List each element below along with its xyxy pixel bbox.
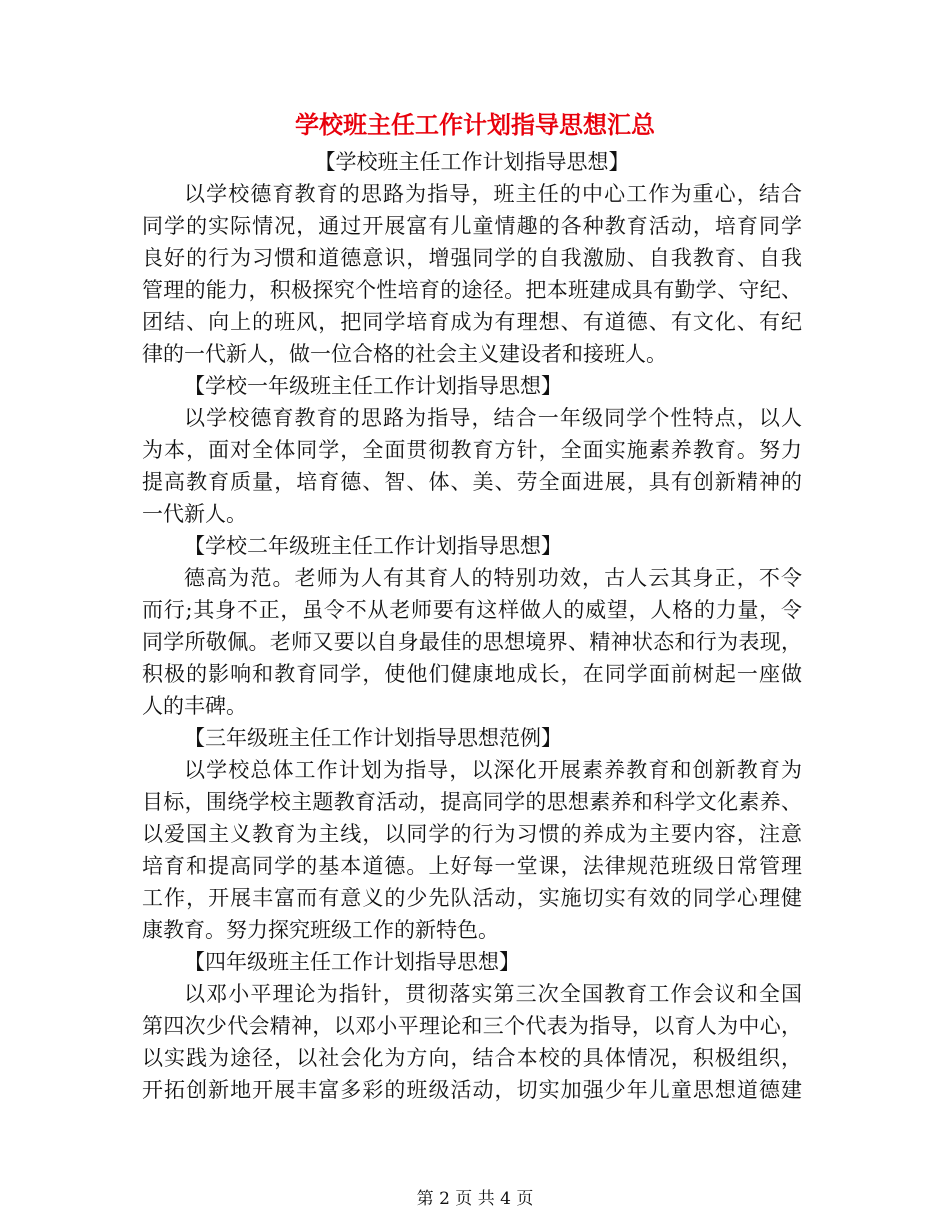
paragraph-line: 管理的能力，积极探究个性培育的途径。把本班建成具有勤学、守纪、 — [142, 278, 802, 302]
paragraph-line: 同学所敬佩。老师又要以自身最佳的思想境界、精神状态和行为表现， — [142, 630, 802, 654]
paragraph-line: 积极的影响和教育同学，使他们健康地成长，在同学面前树起一座做 — [142, 662, 802, 686]
paragraph-line: 一代新人。 — [142, 502, 247, 526]
paragraph-line: 人的丰碑。 — [142, 694, 247, 718]
paragraph-line: 康教育。努力探究班级工作的新特色。 — [142, 918, 499, 942]
paragraph-line: 第四次少代会精神，以邓小平理论和三个代表为指导，以育人为中心， — [142, 1014, 802, 1038]
paragraph-line: 以学校德育教育的思路为指导，结合一年级同学个性特点，以人 — [184, 406, 802, 430]
paragraph-line: 以邓小平理论为指针，贯彻落实第三次全国教育工作会议和全国 — [184, 982, 802, 1006]
page-number-footer: 第 2 页 共 4 页 — [416, 1189, 534, 1209]
paragraph-line: 以学校总体工作计划为指导，以深化开展素养教育和创新教育为 — [184, 758, 802, 782]
section-heading: 【学校二年级班主任工作计划指导思想】 — [184, 534, 562, 558]
paragraph-line: 以爱国主义教育为主线，以同学的行为习惯的养成为主要内容，注意 — [142, 822, 802, 846]
paragraph-line: 开拓创新地开展丰富多彩的班级活动，切实加强少年儿童思想道德建 — [142, 1078, 802, 1102]
section-heading: 【四年级班主任工作计划指导思想】 — [184, 950, 520, 974]
paragraph-line: 培育和提高同学的基本道德。上好每一堂课，法律规范班级日常管理 — [142, 854, 802, 878]
paragraph-line: 德高为范。老师为人有其育人的特别功效，古人云其身正，不令 — [184, 566, 802, 590]
section-heading: 【学校一年级班主任工作计划指导思想】 — [184, 374, 562, 398]
paragraph-line: 工作，开展丰富而有意义的少先队活动，实施切实有效的同学心理健 — [142, 886, 802, 910]
paragraph-line: 为本，面对全体同学，全面贯彻教育方针，全面实施素养教育。努力 — [142, 438, 802, 462]
paragraph-line: 同学的实际情况，通过开展富有儿童情趣的各种教育活动，培育同学 — [142, 214, 802, 238]
paragraph-line: 良好的行为习惯和道德意识，增强同学的自我激励、自我教育、自我 — [142, 246, 802, 270]
paragraph-line: 律的一代新人，做一位合格的社会主义建设者和接班人。 — [142, 342, 667, 366]
document-title: 学校班主任工作计划指导思想汇总 — [295, 111, 655, 139]
paragraph-line: 目标，围绕学校主题教育活动，提高同学的思想素养和科学文化素养、 — [142, 790, 802, 814]
paragraph-line: 而行;其身不正，虽令不从老师要有这样做人的威望，人格的力量，令 — [142, 598, 802, 622]
section-heading: 【三年级班主任工作计划指导思想范例】 — [184, 726, 562, 750]
paragraph-line: 提高教育质量，培育德、智、体、美、劳全面进展，具有创新精神的 — [142, 470, 802, 494]
paragraph-line: 团结、向上的班风，把同学培育成为有理想、有道德、有文化、有纪 — [142, 310, 802, 334]
document-body — [142, 146, 802, 1106]
paragraph-line: 以学校德育教育的思路为指导，班主任的中心工作为重心，结合 — [184, 182, 802, 206]
paragraph-line: 以实践为途径，以社会化为方向，结合本校的具体情况，积极组织， — [142, 1046, 802, 1070]
section-heading: 【学校班主任工作计划指导思想】 — [314, 150, 630, 174]
